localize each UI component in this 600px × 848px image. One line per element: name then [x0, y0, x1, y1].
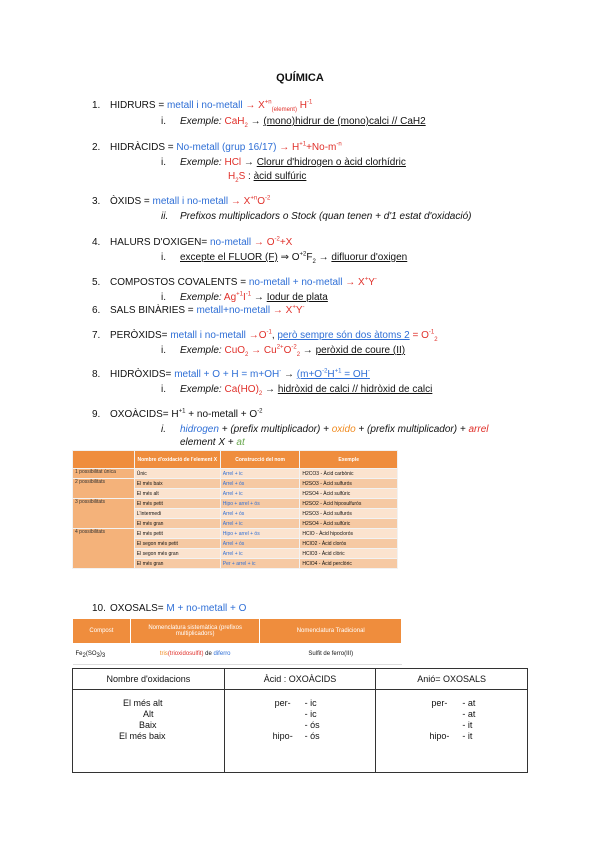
table-row: El més gran Per + arrel + ic HClO4 - Àcid perclòric: [73, 559, 398, 569]
item-oxoacids-rule-2: element X + at: [180, 437, 245, 448]
table-row: 3 possibilitats El més petit Hipo + arrel + ós H2SO2 - Àcid hiposulfurós: [73, 499, 398, 509]
table-row: El més gran Arrel + ic H2SO4 - Àcid sulfúric: [73, 519, 398, 529]
table-row: El més alt Arrel + ic H2SO4 - Àcid sulfúric: [73, 489, 398, 499]
table-row: $Fe_2(SO_3)_3$ tris(trioxidosulfit) de diferro Sulfit de ferro(III): [73, 644, 402, 665]
item-hidracids-example-2: $H_2S$ : àcid sulfúric: [228, 171, 307, 184]
page-title: QUÍMICA: [276, 72, 324, 84]
table-row: L'intermedi Arrel + ós H2SO3 - Àcid sulfurós: [73, 509, 398, 519]
table-row: 2 possibilitats El més baix Arrel + ós H2SO3 - Àcid sulfurós: [73, 479, 398, 489]
table-row: 4 possibilitats El més petit Hipo + arrel + ós HClO - Àcid hipoclorós: [73, 529, 398, 539]
oxosals-table: Compost Nomenclatura sistemàtica (prefixos multiplicadors) Nomenclatura Tradicional $Fe_2(SO_3)_3$ tris(trioxidosulfit) de diferro Sulfit de ferro(III): [72, 618, 402, 665]
oxoacids-table: Nombre d'oxidació de l'element X Construcció del nom Exemple 1 possibilitat única Únic Arrel + ic H2CO3 - Àcid carbònic 2 possibilitats El més baix Arrel + ós H2SO3 - Àcid sulfurós El més alt Arrel + ic H2SO4 - Àcid sulfúric 3 possibilitats El més petit Hipo + arrel + ós H2SO2 - Àcid hiposulfurós L'intermedi Arrel + ós H2SO3 - Àcid sulfurós El més gran Arrel + ic H2SO4 - Àcid sulfúric 4 possibilitats El més petit Hipo + arrel + ós HClO - Àcid hipoclorós El segon més petit Arrel + ós HClO2 - Àcid clorós El segon més gran Arrel + ic HClO3 - Àcid clòric El més gran Per + arrel + ic HClO4 - Àcid perclòric: [72, 450, 398, 569]
table-row: 1 possibilitat única Únic Arrel + ic H2CO3 - Àcid carbònic: [73, 469, 398, 479]
table-row: El segon més gran Arrel + ic HClO3 - Àcid clòric: [73, 549, 398, 559]
table-row: El segon més petit Arrel + ós HClO2 - Àcid clorós: [73, 539, 398, 549]
suffix-table: Nombre d'oxidacions Àcid : OXOÀCIDS Anió= OXOSALS El més alt Alt Baix El més baix per- hipo- - ic - ic - ós - ós per- hipo- - at - at - it - it: [72, 668, 528, 773]
